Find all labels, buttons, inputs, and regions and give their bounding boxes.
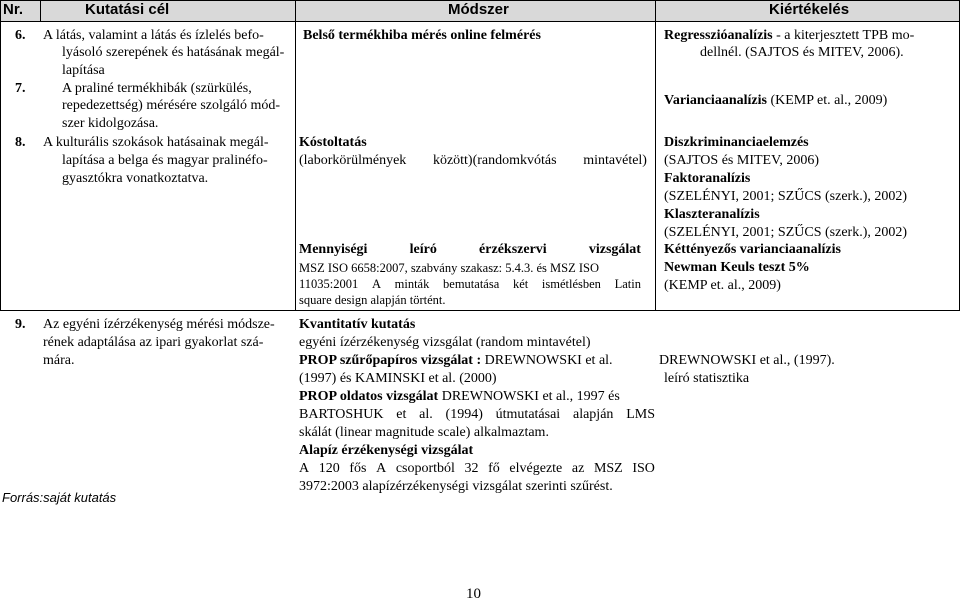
row-6-goal-line: lapítása bbox=[62, 63, 105, 78]
row-8-method-2-line: MSZ ISO 6658:2007, szabvány szakasz: 5.4.3. és MSZ ISO bbox=[299, 261, 599, 275]
row-8-eval-factor-ref: (SZELÉNYI, 2001; SZŰCS (szerk.), 2002) bbox=[664, 189, 908, 204]
word: A bbox=[371, 277, 381, 291]
row-9-goal-line: rének adaptálása az ipari gyakorlat szá- bbox=[43, 335, 264, 350]
row-9-method-prop-line bbox=[299, 353, 613, 369]
column-divider bbox=[40, 0, 41, 22]
row-7-goal-line: A praliné termékhibák (szürkülés, bbox=[62, 81, 252, 96]
word: MSZ bbox=[593, 461, 623, 476]
row-8-method-2-line bbox=[299, 276, 641, 292]
row-8-method-1-text bbox=[299, 153, 647, 169]
word: BARTOSHUK bbox=[299, 407, 384, 422]
word: al. bbox=[419, 407, 433, 422]
header-goal: Kutatási cél bbox=[85, 1, 170, 18]
word: 11035:2001 bbox=[299, 277, 359, 291]
word: mintavétel) bbox=[583, 153, 647, 168]
word: alapján bbox=[572, 407, 614, 422]
row-7-goal-line: repedezettség) mérésére szolgáló mód- bbox=[62, 98, 281, 113]
word: ISO bbox=[632, 461, 655, 476]
row-9-method-alapiz-title: Alapíz érzékenységi vizsgálat bbox=[299, 443, 474, 458]
row-6-evaluation-line-2: dellnél. (SAJTOS és MITEV, 2006). bbox=[700, 45, 904, 60]
word: LMS bbox=[626, 407, 655, 422]
word: leíró bbox=[409, 242, 437, 257]
row-8-eval-factor-title: Faktoranalízis bbox=[664, 171, 751, 186]
row-7-evaluation bbox=[664, 93, 887, 109]
word: vizsgálat bbox=[588, 242, 641, 257]
row-6-method: Belső termékhiba mérés online felmérés bbox=[303, 28, 541, 43]
word: között)(randomkvótás bbox=[432, 153, 557, 168]
header-method: Módszer bbox=[448, 1, 509, 18]
row-9-goal-line: mára. bbox=[43, 353, 75, 368]
row-8-method-2-line: square design alapján történt. bbox=[299, 293, 446, 307]
row-9-number: 9. bbox=[15, 317, 26, 332]
row-7-number: 7. bbox=[15, 81, 26, 96]
row-8-goal-line: gyasztókra vonatkoztatva. bbox=[62, 171, 209, 186]
source-note: Forrás:saját kutatás bbox=[2, 490, 117, 505]
row-7-eval-text: (KEMP et. al., 2009) bbox=[766, 93, 888, 108]
word: fő bbox=[488, 461, 500, 476]
word: útmutatásai bbox=[495, 407, 561, 422]
row-8-eval-disc-ref: (SAJTOS és MITEV, 2006) bbox=[664, 153, 820, 168]
row-6-eval-title: Regresszióanalízis bbox=[664, 28, 773, 43]
row-9-method-line: 3972:2003 alapízérzékenységi vizsgálat szerinti szűrést. bbox=[299, 479, 613, 494]
word: elvégezte bbox=[509, 461, 563, 476]
row-9-method-line bbox=[299, 461, 655, 477]
row-6-goal-line: A látás, valamint a látás és ízlelés befo- bbox=[43, 28, 264, 43]
row-8-goal-line: lapítása a belga és magyar pralinéfo- bbox=[62, 153, 268, 168]
row-9-method-line: (1997) és KAMINSKI et al. (2000) bbox=[299, 371, 497, 386]
row-8-eval-newman-title: Newman Keuls teszt 5% bbox=[664, 260, 810, 275]
column-divider bbox=[295, 0, 296, 311]
word: minták bbox=[394, 277, 430, 291]
row-8-eval-newman-ref: (KEMP et. al., 2009) bbox=[664, 278, 781, 293]
word: fős bbox=[349, 461, 367, 476]
page-number: 10 bbox=[466, 586, 481, 602]
column-divider bbox=[655, 0, 656, 311]
row-8-eval-cluster-title: Klaszteranalízis bbox=[664, 207, 760, 222]
row-9-method-line: egyéni ízérzékenység vizsgálat (random mintavétel) bbox=[299, 335, 591, 350]
row-8-eval-disc-title: Diszkriminanciaelemzés bbox=[664, 135, 809, 150]
row-7-goal-line: szer kidolgozása. bbox=[62, 116, 159, 131]
word: érzékszervi bbox=[479, 242, 547, 257]
row-9-goal-line: Az egyéni ízérzékenység mérési módsze- bbox=[43, 317, 275, 332]
word: A bbox=[299, 461, 310, 476]
word: Mennyiségi bbox=[299, 242, 368, 257]
row-9-prop2-title: PROP oldatos vizsgálat bbox=[299, 389, 439, 404]
word: A bbox=[376, 461, 387, 476]
word: et bbox=[396, 407, 407, 422]
table-border-top bbox=[0, 0, 960, 1]
row-9-prop2-ref: DREWNOWSKI et al., 1997 és bbox=[438, 389, 620, 404]
row-7-eval-title: Varianciaanalízis bbox=[664, 93, 767, 108]
row-9-method-line bbox=[299, 407, 655, 423]
word: ismétlésben bbox=[541, 277, 601, 291]
row-8-method-1-title: Kóstoltatás bbox=[299, 135, 367, 150]
header-divider bbox=[0, 21, 960, 22]
word: bemutatása bbox=[443, 277, 500, 291]
row-6-evaluation-line-1 bbox=[664, 28, 914, 44]
word: (laborkörülmények bbox=[299, 153, 407, 168]
word: (1994) bbox=[445, 407, 483, 422]
row-8-goal-line: A kulturális szokások hatásainak megál- bbox=[43, 135, 269, 150]
column-divider bbox=[0, 0, 1, 311]
row-9-eval-ref: DREWNOWSKI et al., (1997). bbox=[659, 353, 835, 368]
row-9-eval-stat: leíró statisztika bbox=[664, 371, 750, 386]
row-9-method-prop2-line bbox=[299, 389, 620, 405]
row-9-method-title: Kvantitatív kutatás bbox=[299, 317, 416, 332]
row-8-method-2-title bbox=[299, 242, 641, 258]
row-8-eval-twoway-title: Kéttényezős varianciaanalízis bbox=[664, 242, 841, 257]
word: két bbox=[512, 277, 529, 291]
word: 32 bbox=[464, 461, 479, 476]
word: 120 bbox=[318, 461, 340, 476]
row-8-number: 8. bbox=[15, 135, 26, 150]
word: Latin bbox=[614, 277, 641, 291]
row-9-prop-title: PROP szűrőpapíros vizsgálat : bbox=[299, 353, 482, 368]
row-6-eval-text: - a kiterjesztett TPB mo- bbox=[772, 28, 915, 43]
row-9-prop-ref: DREWNOWSKI et al. bbox=[481, 353, 613, 368]
row-6-goal-line: lyásoló szerepének és hatásának megál- bbox=[62, 45, 285, 60]
row-divider bbox=[0, 310, 960, 311]
header-evaluation: Kiértékelés bbox=[769, 1, 850, 18]
row-8-eval-cluster-ref: (SZELÉNYI, 2001; SZŰCS (szerk.), 2002) bbox=[664, 225, 908, 240]
header-nr: Nr. bbox=[3, 1, 24, 18]
row-6-number: 6. bbox=[15, 28, 26, 43]
word: az bbox=[571, 461, 585, 476]
row-9-method-line: skálát (linear magnitude scale) alkalmaztam. bbox=[299, 425, 549, 440]
word: csoportból bbox=[395, 461, 455, 476]
